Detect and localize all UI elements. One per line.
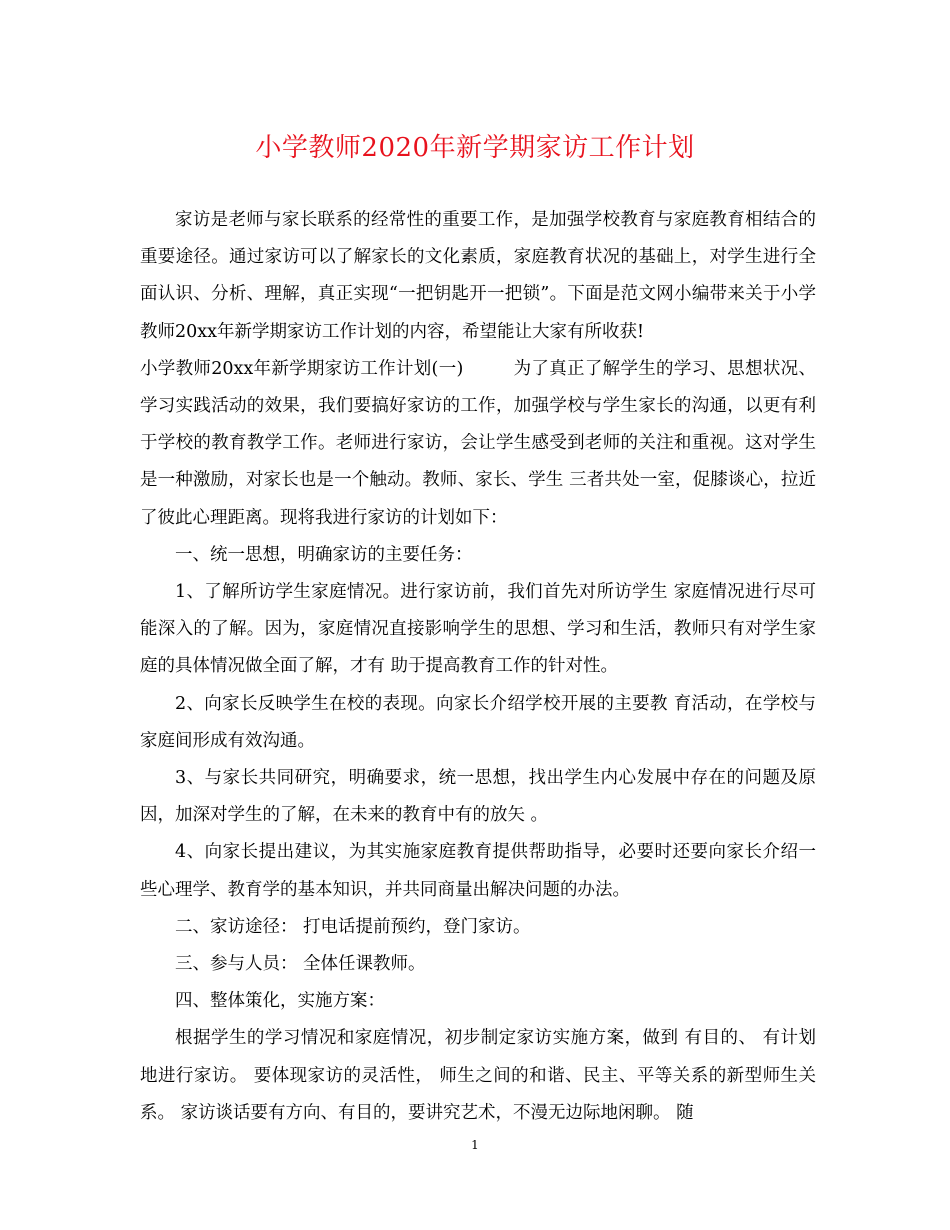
document-body (140, 202, 816, 1132)
plan-intro: 为了真正了解学生的学习、思想状况、学习实践活动的效果，我们要搞好家访的工作，加强学校与学生家长的沟通，以更有利于学校的教育教学工作。老师进行家访，会让学生感受到老师的关注和重视。这对学生是一种激励，对家长也是一个触动。教师、家长、学生 三者共处一室，促膝谈心，拉近了彼此心理距离。现将我进行家访的计划如下： (140, 358, 816, 528)
section4-paragraph: 根据学生的学习情况和家庭情况，初步制定家访实施方案，做到 有目的、 有计划地进行家访。 要体现家访的灵活性， 师生之间的和谐、民主、平等关系的新型师生关系。 家访谈话要有方向、有目的，要讲究艺术，不漫无边际地闲聊。 随 (140, 1028, 816, 1123)
plan-heading: 小学教师20xx年新学期家访工作计划(一) (140, 358, 464, 379)
document-title: 小学教师2020年新学期家访工作计划 (255, 133, 695, 163)
item4-paragraph: 4、向家长提出建议，为其实施家庭教育提供帮助指导，必要时还要向家长介绍一些心理学、教育学的基本知识，并共同商量出解决问题的办法。 (140, 842, 816, 900)
plan-paragraph (140, 351, 816, 537)
item3-paragraph: 3、与家长共同研究，明确要求，统一思想，找出学生内心发展中存在的问题及原因，加深对学生的了解，在未来的教育中有的放矢 。 (140, 768, 816, 826)
section4-heading: 四、整体策化，实施方案： (175, 991, 385, 1012)
page-number: 1 (471, 1138, 479, 1152)
section3-paragraph: 三、参与人员： 全体任课教师。 (175, 954, 426, 975)
section1-heading: 一、统一思想，明确家访的主要任务： (175, 544, 473, 565)
intro-paragraph: 家访是老师与家长联系的经常性的重要工作，是加强学校教育与家庭教育相结合的重要途径。通过家访可以了解家长的文化素质，家庭教育状况的基础上，对学生进行全面认识、分析、理解，真正实现“一把钥匙开一把锁”。下面是范文网小编带来关于小学教师20xx年新学期家访工作计划的内容，希望能让大家有所收获! (140, 210, 816, 342)
item1-paragraph: 1、了解所访学生家庭情况。进行家访前，我们首先对所访学生 家庭情况进行尽可能深入的了解。因为，家庭情况直接影响学生的思想、学习和生活，教师只有对学生家庭的具体情况做全面了解，才有 助于提高教育工作的针对性。 (140, 582, 816, 677)
item2-paragraph: 2、向家长反映学生在校的表现。向家长介绍学校开展的主要教 育活动，在学校与家庭间形成有效沟通。 (140, 693, 816, 751)
section2-paragraph: 二、家访途径： 打电话提前预约，登门家访。 (175, 916, 531, 937)
